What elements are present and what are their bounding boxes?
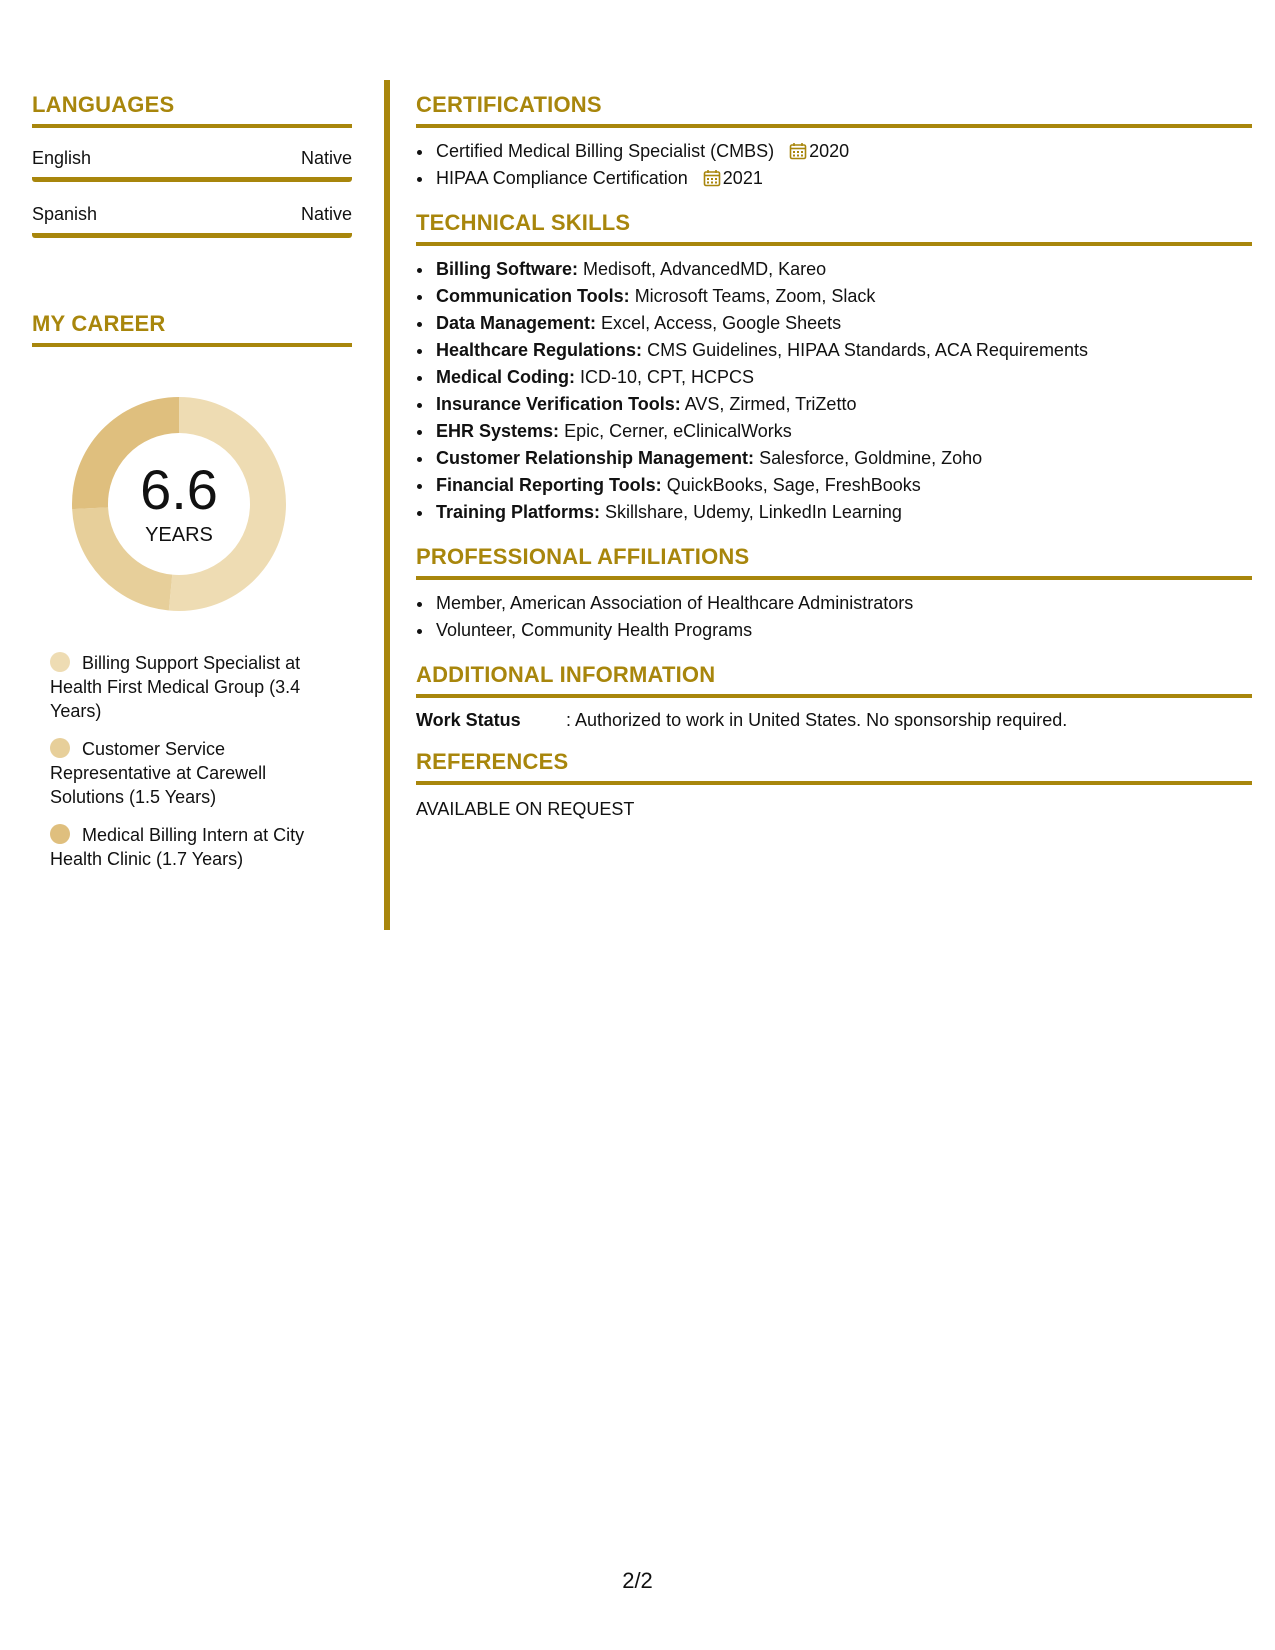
references-text: AVAILABLE ON REQUEST — [416, 799, 635, 819]
certification-name: HIPAA Compliance Certification — [436, 168, 688, 188]
skill-value: Epic, Cerner, eClinicalWorks — [564, 421, 792, 441]
legend-label: Customer Service Representative at Carewell Solutions (1.5 Years) — [50, 739, 267, 807]
language-row-english — [32, 128, 352, 182]
skill-label: Medical Coding: — [436, 367, 575, 387]
legend-label: Billing Support Specialist at Health First Medical Group (3.4 Years) — [50, 653, 301, 721]
skill-item — [434, 337, 1252, 364]
certifications-list — [416, 138, 1252, 192]
skill-value: Medisoft, AdvancedMD, Kareo — [583, 259, 827, 279]
language-row-spanish — [32, 182, 352, 238]
references-section — [416, 749, 1252, 820]
additional-info-title: ADDITIONAL INFORMATION — [416, 662, 1252, 698]
skill-label: Insurance Verification Tools: — [436, 394, 681, 414]
left-column — [32, 92, 352, 885]
skill-label: Financial Reporting Tools: — [436, 475, 662, 495]
skill-label: EHR Systems: — [436, 421, 560, 441]
skill-label: Customer Relationship Management: — [436, 448, 755, 468]
skill-value: Salesforce, Goldmine, Zoho — [759, 448, 983, 468]
affiliations-section — [416, 544, 1252, 644]
skill-value: ICD-10, CPT, HCPCS — [580, 367, 755, 387]
additional-info-section — [416, 662, 1252, 731]
skill-item — [434, 283, 1252, 310]
references-title: REFERENCES — [416, 749, 1252, 785]
page-number: 2/2 — [622, 1568, 653, 1593]
career-legend — [50, 651, 340, 871]
certification-item — [434, 165, 1252, 192]
language-level: Native — [300, 204, 352, 224]
skill-label: Training Platforms: — [436, 502, 601, 522]
skill-value: CMS Guidelines, HIPAA Standards, ACA Requirements — [647, 340, 1088, 360]
legend-dot-icon — [50, 738, 70, 758]
certifications-title: CERTIFICATIONS — [416, 92, 1252, 128]
affiliations-title: PROFESSIONAL AFFILIATIONS — [416, 544, 1252, 580]
legend-item — [50, 823, 340, 871]
skill-item — [434, 445, 1252, 472]
affiliation-item: • Member, American Association of Healthcare Administrators — [434, 590, 1252, 617]
legend-item — [50, 737, 340, 809]
right-column — [416, 92, 1252, 838]
certifications-section — [416, 92, 1252, 192]
legend-dot-icon — [50, 824, 70, 844]
technical-skills-section — [416, 210, 1252, 526]
skill-item — [434, 499, 1252, 526]
skill-label: Billing Software: — [436, 259, 579, 279]
skill-item — [434, 310, 1252, 337]
career-total-unit: YEARS — [145, 523, 213, 546]
language-name: Spanish — [32, 204, 98, 224]
legend-label: Medical Billing Intern at City Health Clinic (1.7 Years) — [50, 825, 305, 869]
languages-title: LANGUAGES — [32, 92, 352, 128]
skill-item — [434, 364, 1252, 391]
calendar-icon — [789, 142, 807, 160]
certification-name: Certified Medical Billing Specialist (CMBS) — [436, 141, 775, 161]
legend-dot-icon — [50, 652, 70, 672]
work-status-value: : Authorized to work in United States. No sponsorship required. — [566, 710, 1068, 730]
skill-value: AVS, Zirmed, TriZetto — [684, 394, 857, 414]
career-title: MY CAREER — [32, 311, 352, 347]
skill-item — [434, 418, 1252, 445]
affiliation-item: • Volunteer, Community Health Programs — [434, 617, 1252, 644]
skill-item — [434, 256, 1252, 283]
legend-item — [50, 651, 340, 723]
technical-skills-title: TECHNICAL SKILLS — [416, 210, 1252, 246]
language-name: English — [32, 148, 92, 168]
skill-value: Microsoft Teams, Zoom, Slack — [634, 286, 876, 306]
career-donut-chart — [64, 389, 294, 619]
technical-skills-list — [416, 256, 1252, 526]
skill-item — [434, 472, 1252, 499]
language-level: Native — [300, 148, 352, 168]
skill-label: Data Management: — [436, 313, 597, 333]
work-status-key: Work Status — [416, 710, 521, 730]
affiliations-list — [416, 590, 1252, 644]
skill-value: Excel, Access, Google Sheets — [601, 313, 842, 333]
certification-item — [434, 138, 1252, 165]
skill-item — [434, 391, 1252, 418]
career-total-value: 6.6 — [140, 457, 218, 521]
skill-label: Healthcare Regulations: — [436, 340, 643, 360]
skill-label: Communication Tools: — [436, 286, 630, 306]
skill-value: Skillshare, Udemy, LinkedIn Learning — [605, 502, 902, 522]
certification-year: 2020 — [809, 141, 850, 161]
skill-value: QuickBooks, Sage, FreshBooks — [666, 475, 921, 495]
donut-center — [64, 389, 294, 619]
certification-year: 2021 — [722, 168, 763, 188]
work-status-row — [416, 710, 1252, 731]
calendar-icon — [703, 169, 721, 187]
column-divider — [384, 80, 390, 930]
